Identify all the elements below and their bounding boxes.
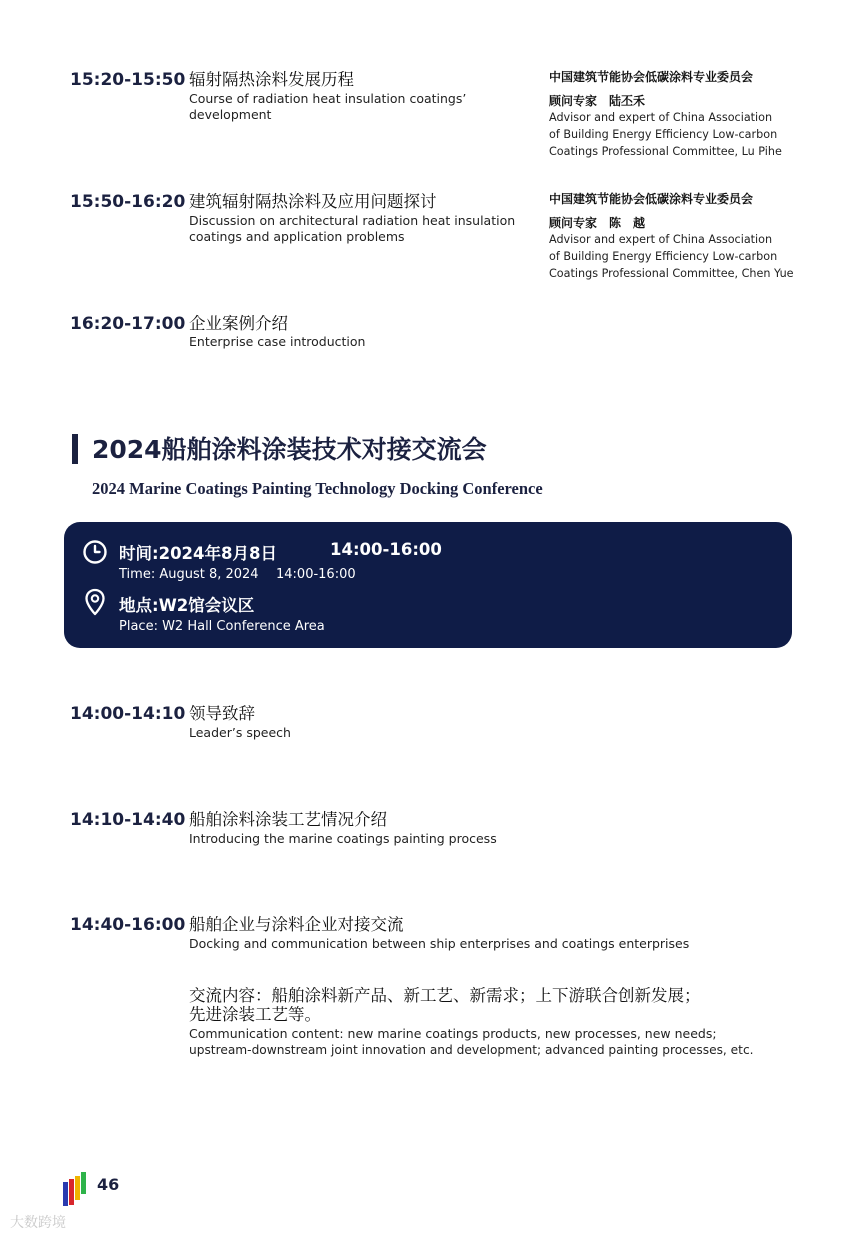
section-accent-bar: [72, 434, 78, 464]
session-title-en: Discussion on architectural radiation heat insulation coatings and application problems: [189, 213, 516, 244]
exchange-en-line: Communication content: new marine coatings products, new processes, new needs;: [189, 1026, 717, 1041]
speaker-en-line: Advisor and expert of China Association: [549, 233, 773, 246]
speaker-role-zh: 顾问专家 陆丕禾: [549, 94, 646, 108]
speaker-en-line: of Building Energy Efficiency Low-carbon: [549, 128, 778, 141]
speaker-org-zh: 中国建筑节能协会低碳涂料专业委员会: [549, 70, 754, 84]
agenda-title-zh: 领导致辞: [189, 704, 255, 723]
location-pin-icon: [84, 588, 106, 616]
speaker-org-zh: 中国建筑节能协会低碳涂料专业委员会: [549, 192, 754, 206]
section-title: 2024船舶涂料涂装技术对接交流会: [92, 435, 487, 464]
logo-icon: [62, 1166, 90, 1208]
event-info-banner: [64, 522, 792, 648]
agenda-time: 14:40-16:00: [70, 915, 186, 935]
exchange-en-line: upstream-downstream joint innovation and development; advanced painting processes, etc.: [189, 1043, 754, 1057]
agenda-title-en: Docking and communication between ship enterprises and coatings enterprises: [189, 936, 690, 951]
event-place-en: Place: W2 Hall Conference Area: [119, 619, 325, 634]
session-time: 15:20-15:50: [70, 70, 186, 90]
event-time-range: 14:00-16:00: [330, 540, 442, 559]
session-title-zh: 企业案例介绍: [189, 314, 288, 333]
agenda-time: 14:00-14:10: [70, 704, 186, 724]
exchange-zh-line: 先进涂装工艺等。: [189, 1005, 321, 1024]
session-time: 16:20-17:00: [70, 314, 186, 334]
exchange-zh-line: 交流内容：船舶涂料新产品、新工艺、新需求；上下游联合创新发展；: [189, 986, 701, 1005]
session-title-en: Course of radiation heat insulation coatings’ development: [189, 91, 467, 122]
session-title-zh: 建筑辐射隔热涂料及应用问题探讨: [189, 192, 437, 211]
speaker-role-zh: 顾问专家 陈 越: [549, 216, 646, 230]
event-time-range-en: 14:00-16:00: [276, 567, 356, 582]
session-time: 15:50-16:20: [70, 192, 186, 212]
section-subtitle: 2024 Marine Coatings Painting Technology Docking Conference: [92, 479, 543, 498]
speaker-en-line: of Building Energy Efficiency Low-carbon: [549, 250, 778, 263]
agenda-title-en: Introducing the marine coatings painting process: [189, 831, 497, 846]
watermark: 大数跨境: [10, 1215, 66, 1231]
event-date-en: Time: August 8, 2024: [119, 567, 259, 582]
agenda-title-en: Leader’s speech: [189, 725, 291, 740]
page-number: 46: [97, 1175, 120, 1194]
clock-icon: [82, 539, 108, 565]
session-title-zh: 辐射隔热涂料发展历程: [189, 70, 354, 89]
session-title-en: Enterprise case introduction: [189, 334, 366, 349]
agenda-title-zh: 船舶涂料涂装工艺情况介绍: [189, 810, 387, 829]
event-place-zh: 地点:W2馆会议区: [119, 596, 255, 615]
agenda-title-zh: 船舶企业与涂料企业对接交流: [189, 915, 404, 934]
speaker-en-line: Coatings Professional Committee, Lu Pihe: [549, 145, 782, 158]
speaker-en-line: Coatings Professional Committee, Chen Yue: [549, 267, 794, 280]
speaker-en-line: Advisor and expert of China Association: [549, 111, 773, 124]
agenda-time: 14:10-14:40: [70, 810, 186, 830]
event-date-zh: 时间:2024年8月8日: [119, 544, 277, 563]
